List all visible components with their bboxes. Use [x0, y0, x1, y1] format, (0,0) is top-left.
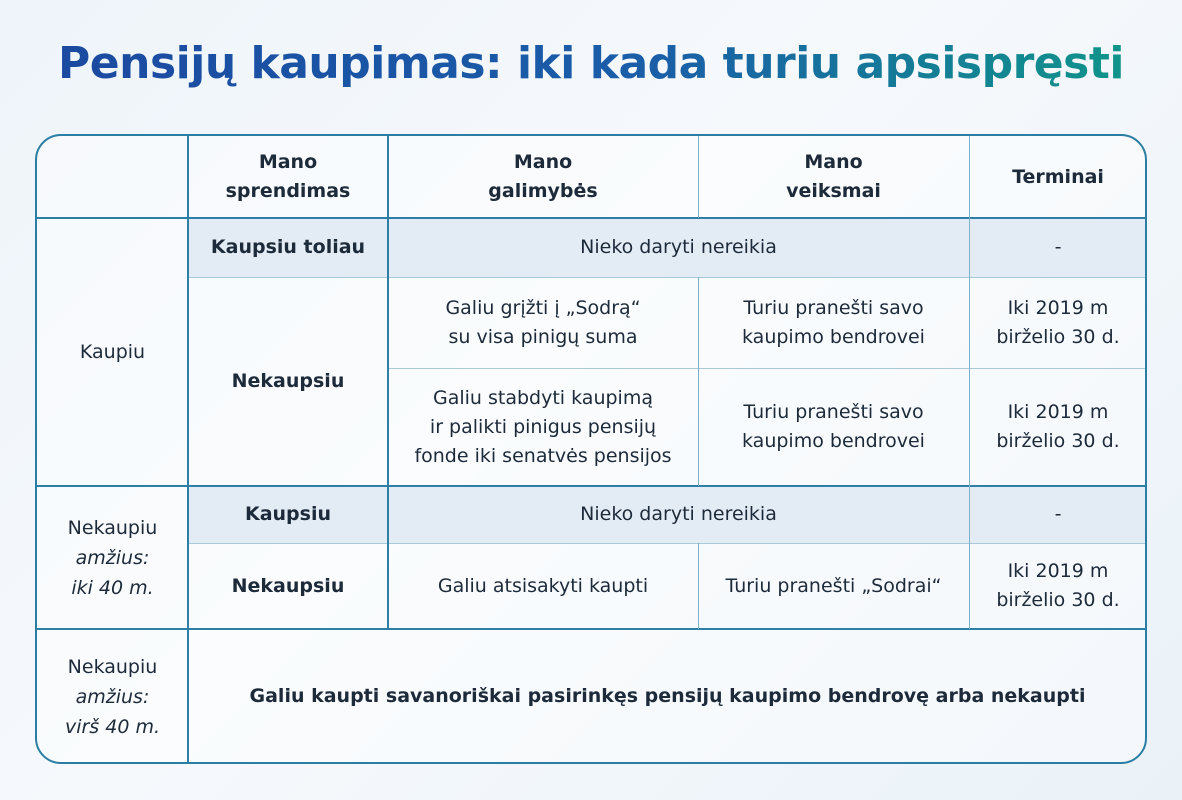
decision-kaupsiu: Kaupsiu [244, 503, 332, 525]
header-actions: Mano veiksmai [786, 151, 881, 202]
divider [969, 136, 970, 629]
decision-nekaupsiu: Nekaupsiu [231, 370, 345, 392]
decision-nekaupsiu: Nekaupsiu [231, 574, 345, 597]
action-notify-company: Turiu pranešti savo kaupimo bendrovei [742, 296, 925, 348]
divider [387, 136, 389, 629]
divider [188, 543, 1147, 544]
option-stop-saving: Galiu stabdyti kaupimą ir palikti pinigus pensijų fonde iki senatvės pensijos [414, 386, 672, 467]
header-deadlines: Terminai [1012, 165, 1104, 188]
deadline-2019-06-30: Iki 2019 m birželio 30 d. [996, 401, 1120, 452]
option-opt-out: Galiu atsisakyti kaupti [437, 574, 649, 597]
group-kaupiu-label: Kaupiu [79, 340, 146, 363]
decision-kaupsiu-toliau: Kaupsiu toliau [210, 236, 366, 258]
divider [188, 277, 1147, 278]
divider [37, 217, 1147, 219]
group-nekaupiu-under-40 [37, 486, 188, 629]
action-notify-sodra: Turiu pranešti „Sodrai“ [725, 574, 942, 597]
group-label: Nekaupiu [67, 655, 158, 678]
group-age: amžius: virš 40 m. [64, 685, 161, 738]
divider [698, 136, 699, 218]
divider [187, 136, 189, 764]
divider [37, 628, 1147, 630]
divider [388, 368, 1147, 369]
divider [698, 543, 699, 629]
deadline-2019-06-30: Iki 2019 m birželio 30 d. [996, 296, 1120, 348]
deadline-2019-06-30: Iki 2019 m birželio 30 d. [996, 560, 1120, 611]
group-age: amžius: iki 40 m. [71, 546, 154, 599]
group-label: Nekaupiu [67, 516, 158, 539]
action-notify-company: Turiu pranešti savo kaupimo bendrovei [742, 401, 925, 452]
header-decision: Mano sprendimas [225, 151, 351, 202]
divider [698, 277, 699, 486]
deadline-table [35, 134, 1147, 764]
divider [37, 485, 1147, 487]
deadline-none: - [1054, 503, 1062, 525]
option-return-to-sodra: Galiu grįžti į „Sodrą“ su visa pinigų suma [445, 296, 641, 348]
group-nekaupiu-over-40 [37, 629, 188, 764]
options-nothing-needed: Nieko daryti nereikia [580, 236, 777, 258]
deadline-none: - [1054, 236, 1062, 258]
header-options: Mano galimybės [488, 151, 598, 202]
options-nothing-needed: Nieko daryti nereikia [580, 503, 777, 525]
page-title: Pensijų kaupimas: iki kada turiu apsispręsti [0, 38, 1182, 89]
voluntary-saving-note: Galiu kaupti savanoriškai pasirinkęs pensijų kaupimo bendrovę arba nekaupti [249, 685, 1086, 707]
